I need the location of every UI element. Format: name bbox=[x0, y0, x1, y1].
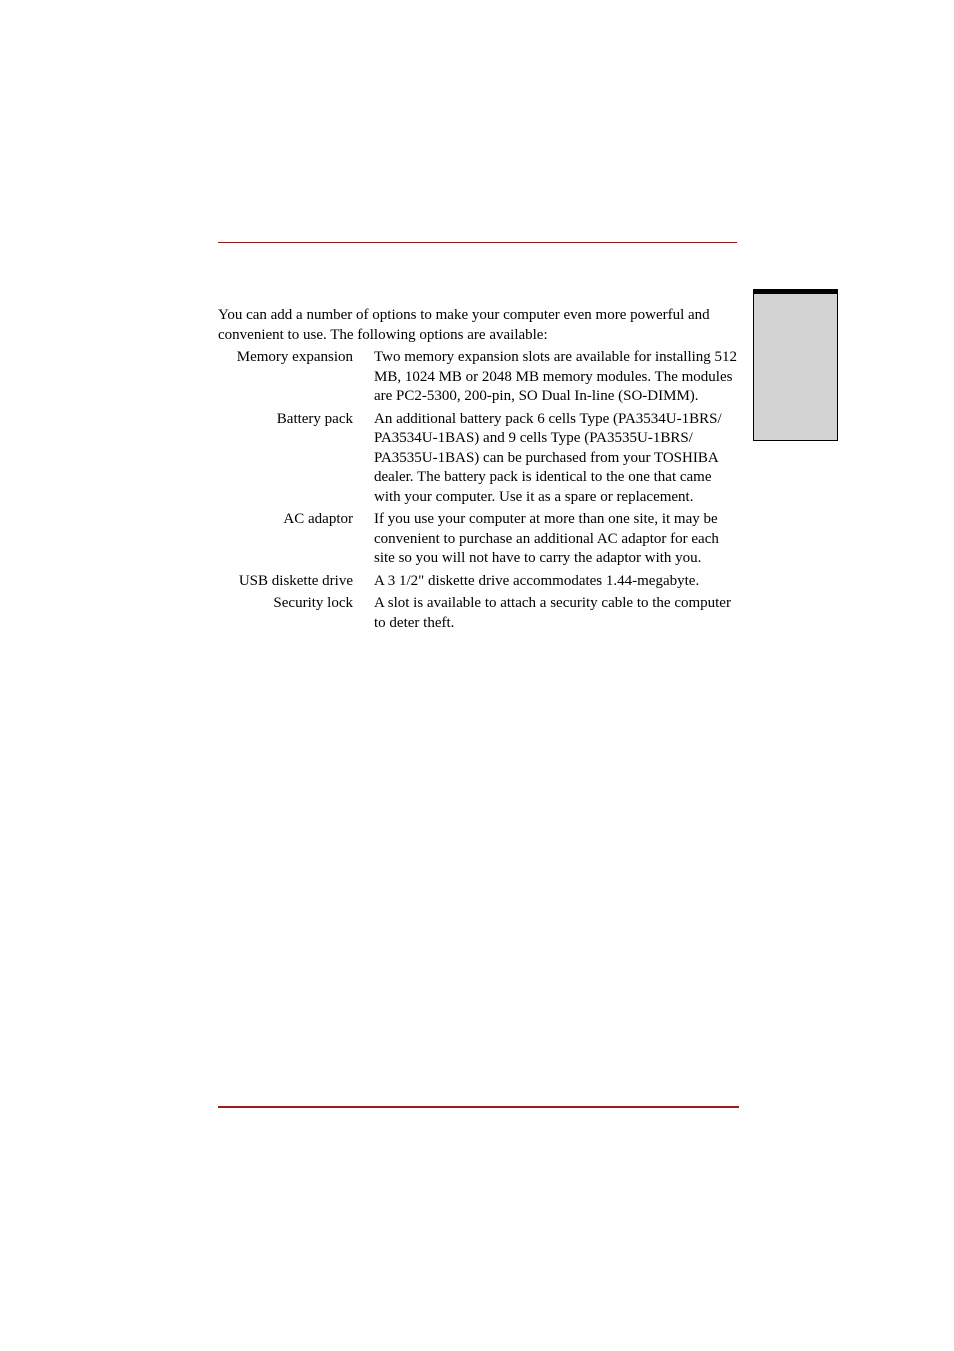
chapter-thumb-tab bbox=[753, 289, 838, 441]
option-term: USB diskette drive bbox=[238, 572, 353, 589]
option-term: Memory expansion bbox=[236, 349, 353, 365]
option-battery-pack bbox=[218, 410, 738, 508]
option-term: Security lock bbox=[273, 595, 353, 611]
header-rule bbox=[218, 242, 737, 243]
option-term: AC adaptor bbox=[283, 511, 353, 527]
page-body bbox=[218, 306, 738, 636]
option-description: Two memory expansion slots are available for installing 512 MB, 1024 MB or 2048 MB memory modules. The modules are PC2-5300, 200-pin, SO Dual In-line (SO-DIMM). bbox=[374, 349, 738, 404]
options-list bbox=[218, 348, 738, 633]
option-description: A 3 1/2" diskette drive accommodates 1.44-megabyte. bbox=[374, 572, 700, 589]
option-description: A slot is available to attach a security cable to the computer to deter theft. bbox=[374, 595, 731, 631]
intro-paragraph: You can add a number of options to make your computer even more powerful and convenient to use. The following options are available: bbox=[218, 307, 710, 343]
option-ac-adaptor bbox=[218, 510, 738, 569]
option-security-lock bbox=[218, 594, 738, 633]
option-description: An additional battery pack 6 cells Type (PA3534U-1BRS/ PA3534U-1BAS) and 9 cells Type (PA3535U-1BRS/ PA3535U-1BAS) can be purchased from your TOSHIBA dealer. The battery pack is identical to the one that came with your computer. Use it as a spare or replacement. bbox=[374, 410, 722, 505]
option-description: If you use your computer at more than one site, it may be convenient to purchase an additional AC adaptor for each site so you will not have to carry the adaptor with you. bbox=[374, 511, 719, 566]
option-memory-expansion bbox=[218, 348, 738, 407]
footer-rule bbox=[218, 1106, 739, 1108]
option-term: Battery pack bbox=[276, 410, 353, 427]
option-usb-diskette-drive bbox=[218, 572, 738, 592]
